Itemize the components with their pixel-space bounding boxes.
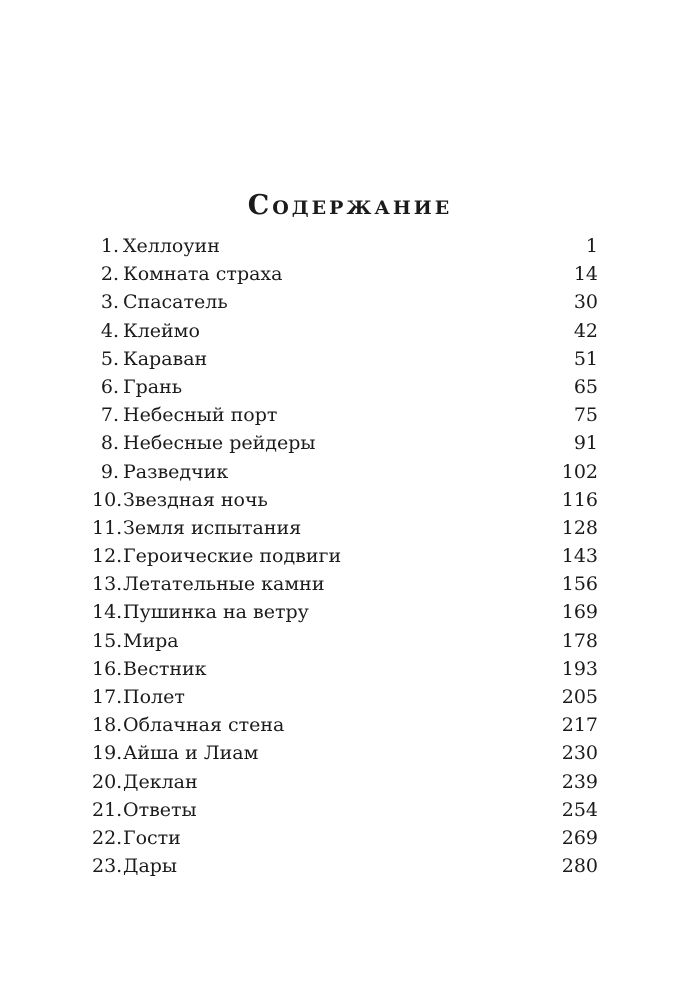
toc-entry-title: Небесный порт bbox=[123, 404, 278, 427]
toc-entry-number: 1. bbox=[100, 235, 119, 257]
toc-entry-page: 128 bbox=[561, 516, 598, 539]
toc-entry-title: Разведчик bbox=[123, 460, 229, 483]
toc-entry bbox=[92, 824, 598, 852]
toc-entry-title: Вестник bbox=[123, 657, 207, 680]
toc-entry bbox=[92, 401, 598, 429]
toc-entry bbox=[92, 232, 598, 260]
toc-entry bbox=[92, 655, 598, 683]
toc-entry bbox=[92, 598, 598, 626]
toc-entry-page: 217 bbox=[561, 714, 598, 737]
toc-entry bbox=[92, 739, 598, 767]
toc-entry bbox=[92, 260, 598, 288]
toc-entry-title: Айша и Лиам bbox=[123, 742, 259, 765]
toc-title: Содержание bbox=[247, 190, 453, 222]
toc-entry-page: 42 bbox=[573, 319, 598, 342]
toc-entry-page: 91 bbox=[573, 432, 598, 455]
toc-entry-title: Клеймо bbox=[123, 319, 200, 342]
toc-entry bbox=[92, 429, 598, 457]
toc-entry bbox=[92, 486, 598, 514]
toc-entry-page: 51 bbox=[573, 347, 598, 370]
toc-entry-page: 75 bbox=[573, 404, 598, 427]
toc-entry bbox=[92, 288, 598, 316]
toc-entry-page: 239 bbox=[561, 770, 598, 793]
toc-entry-number: 6. bbox=[100, 375, 119, 398]
toc-entry bbox=[92, 514, 598, 542]
toc-entry-title: Дары bbox=[123, 855, 178, 878]
toc-entry bbox=[92, 683, 598, 711]
toc-entry-number: 23. bbox=[92, 855, 123, 878]
toc-entry-title: Караван bbox=[123, 347, 208, 370]
toc-entry bbox=[92, 570, 598, 598]
toc-entry-number: 22. bbox=[92, 826, 123, 849]
toc-entry-page: 14 bbox=[573, 263, 598, 286]
toc-entry-number: 9. bbox=[100, 460, 119, 483]
toc-entry-title: Облачная стена bbox=[123, 714, 285, 737]
toc-entry bbox=[92, 768, 598, 796]
toc-entry-title: Летательные камни bbox=[123, 573, 325, 596]
toc-entry-page: 30 bbox=[573, 291, 598, 314]
toc-entry-page: 254 bbox=[561, 798, 598, 821]
toc-entry-number: 4. bbox=[100, 319, 119, 342]
toc-entry bbox=[92, 458, 598, 486]
toc-entry-number: 19. bbox=[92, 742, 123, 765]
toc-entry-title: Небесные рейдеры bbox=[123, 432, 316, 455]
toc-entry-number: 14. bbox=[92, 601, 123, 624]
toc-entry-number: 12. bbox=[92, 545, 123, 568]
toc-entry bbox=[92, 317, 598, 345]
toc-entry-number: 13. bbox=[92, 573, 123, 596]
toc-entry-title: Комната страха bbox=[123, 263, 283, 286]
toc-entry bbox=[92, 627, 598, 655]
toc-entry-number: 2. bbox=[100, 263, 119, 286]
toc-entry-page: 178 bbox=[561, 629, 598, 652]
toc-entry-page: 65 bbox=[573, 375, 598, 398]
toc-entry-page: 156 bbox=[561, 573, 598, 596]
toc-entry-page: 230 bbox=[561, 742, 598, 765]
toc-entry-page: 193 bbox=[561, 657, 598, 680]
toc-entry-page: 169 bbox=[561, 601, 598, 624]
toc-entry-title: Спасатель bbox=[123, 291, 228, 314]
toc-entry-number: 18. bbox=[92, 714, 123, 737]
toc-entry-page: 102 bbox=[561, 460, 598, 483]
toc-entry-number: 21. bbox=[92, 798, 123, 821]
toc-list bbox=[92, 232, 598, 880]
toc-entry-page: 269 bbox=[561, 826, 598, 849]
toc-entry bbox=[92, 373, 598, 401]
toc-entry-number: 20. bbox=[92, 770, 123, 793]
toc-entry-number: 16. bbox=[92, 657, 123, 680]
toc-entry-number: 8. bbox=[100, 432, 119, 455]
toc-entry-page: 116 bbox=[561, 488, 598, 511]
toc-entry-number: 3. bbox=[100, 291, 119, 314]
toc-entry-title: Мира bbox=[123, 629, 179, 652]
toc-entry bbox=[92, 542, 598, 570]
toc-entry-title: Звездная ночь bbox=[123, 488, 268, 511]
toc-entry-title: Грань bbox=[123, 375, 183, 398]
toc-entry-page: 280 bbox=[561, 855, 598, 878]
toc-entry-title: Хеллоуин bbox=[123, 235, 220, 257]
toc-entry-title: Полет bbox=[123, 686, 185, 708]
toc-entry-title: Деклан bbox=[123, 770, 198, 793]
toc-entry-page: 205 bbox=[561, 686, 598, 708]
toc-entry-number: 7. bbox=[100, 404, 119, 427]
toc-entry-title: Ответы bbox=[123, 798, 197, 821]
toc-entry-number: 11. bbox=[92, 516, 123, 539]
toc-entry-number: 17. bbox=[92, 686, 123, 708]
toc-entry-title: Гости bbox=[123, 826, 181, 849]
toc-entry-number: 15. bbox=[92, 629, 123, 652]
toc-entry-number: 5. bbox=[100, 347, 119, 370]
toc-entry-page: 1 bbox=[585, 235, 598, 257]
toc-entry-title: Героические подвиги bbox=[123, 545, 342, 568]
toc-entry-title: Пушинка на ветру bbox=[123, 601, 309, 624]
toc-entry bbox=[92, 345, 598, 373]
toc-entry-page: 143 bbox=[561, 545, 598, 568]
toc-entry-number: 10. bbox=[92, 488, 123, 511]
toc-entry bbox=[92, 796, 598, 824]
toc-entry-title: Земля испытания bbox=[123, 516, 302, 539]
toc-entry bbox=[92, 852, 598, 880]
toc-entry bbox=[92, 711, 598, 739]
